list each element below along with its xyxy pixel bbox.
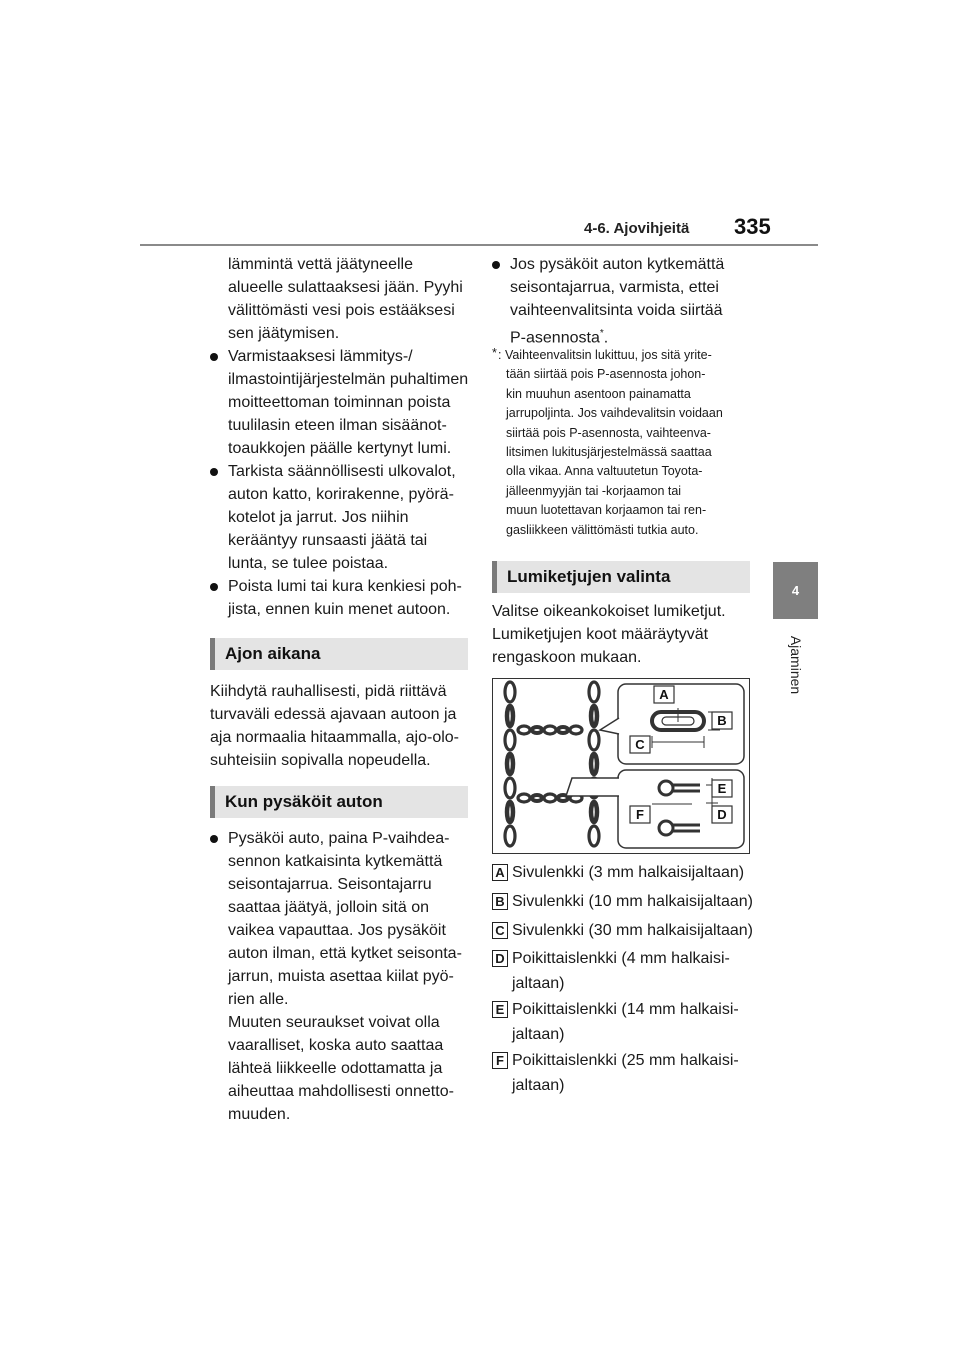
fig-label-f: F (636, 807, 644, 822)
snow-chain-illustration (492, 678, 750, 854)
text-line: Pysäköi auto, paina P-vaihdea- (228, 830, 450, 847)
text-line: Poikittaislenkki (14 mm halkaisi- (512, 1001, 739, 1018)
bullet-dot (210, 468, 218, 476)
text-line: auton ilman, että kytket seisonta- (228, 945, 462, 962)
text-line: Kiihdytä rauhallisesti, pidä riittävä (210, 683, 447, 700)
text-line: Jos pysäköit auton kytkemättä (510, 256, 725, 273)
text-line: tään siirtää pois P-asennosta johon- (506, 367, 706, 382)
text-line: lämmintä vettä jäätyneelle (228, 256, 413, 273)
legend-item (492, 946, 757, 996)
text-line: ilmastointijärjestelmän puhaltimen (228, 371, 469, 388)
fig-label-b: B (717, 713, 727, 728)
legend-text: Sivulenkki (3 mm halkaisijaltaan) (512, 864, 745, 881)
text-line: rengaskoon mukaan. (492, 649, 642, 666)
text-line: muun luotettavan korjaamon tai ren- (506, 503, 707, 518)
text-line: vaikea vapauttaa. Jos pysäköit (228, 922, 446, 939)
text-line: Lumiketjujen koot määräytyvät (492, 626, 709, 643)
text-line: Tarkista säännöllisesti ulkovalot, (228, 463, 456, 480)
chains-paragraph (492, 600, 757, 669)
text-line: kin muuhun asentoon painamatta (506, 386, 691, 401)
text-line: aja normaalia hitaammalla, ajo-olo- (210, 729, 460, 746)
text-line: siirtää pois P-asennosta, vaihteenva- (506, 425, 711, 440)
text-line: lähteä liikkeelle odottamatta ja (228, 1060, 443, 1077)
text-line: Valitse oikeankokoiset lumiketjut. (492, 603, 726, 620)
snow-chain-diagram (492, 678, 750, 854)
fig-label-e: E (717, 781, 727, 796)
text-line: aiheuttaa mahdollisesti onnetto- (228, 1083, 454, 1100)
section-heading-driving: Ajon aikana (210, 638, 468, 670)
text-line: saattaa jäätyä, jolloin sitä on (228, 899, 430, 916)
text-line: jarrun, muista asettaa kiilat pyö- (228, 968, 454, 985)
bullet-item (228, 827, 478, 1126)
intro-paragraph (228, 253, 478, 345)
text-line: vaaralliset, koska auto saattaa (228, 1037, 444, 1054)
text-line: seisontajarrua, varmista, ettei (510, 279, 719, 296)
driving-paragraph (210, 680, 475, 772)
footnote-marker: * (599, 328, 604, 339)
bullet-item (228, 460, 478, 575)
header-rule (140, 244, 818, 246)
fig-label-c: C (635, 737, 645, 752)
text-line: turvaväli edessä ajavaan autoon ja (210, 706, 457, 723)
fig-label-d: D (717, 807, 727, 822)
legend-item (492, 889, 757, 914)
legend-letter: A (492, 864, 508, 881)
text-fragment: . (603, 329, 609, 347)
legend-letter: E (492, 1001, 508, 1018)
bullet-item (510, 253, 760, 349)
legend-text: Sivulenkki (10 mm halkaisijaltaan) (512, 893, 753, 910)
section-heading-chains: Lumiketjujen valinta (492, 561, 750, 593)
legend-text (512, 946, 730, 996)
text-line: rien alle. (228, 991, 289, 1008)
text-line: auton katto, korirakenne, pyörä- (228, 486, 454, 503)
text-line: jälleenmyyjän tai -korjaamon tai (506, 483, 682, 498)
text-line: jaltaan) (512, 975, 565, 992)
text-line: sennon katkaisinta kytkemättä (228, 853, 443, 870)
text-line: kerääntyy runsaasti jäätä tai (228, 532, 428, 549)
text-line: kotelot ja jarrut. Jos niihin (228, 509, 409, 526)
legend-text (512, 997, 739, 1047)
legend-item (492, 997, 757, 1047)
text-line: Muuten seuraukset voivat olla (228, 1014, 440, 1031)
chapter-label-text: Ajaminen (787, 635, 804, 695)
text-fragment: P-asennosta (510, 329, 600, 347)
legend-item (492, 918, 757, 943)
text-line: tuulilasin eteen ilman sisäänot- (228, 417, 447, 434)
text-line: Poikittaislenkki (4 mm halkaisi- (512, 950, 730, 967)
legend-item (492, 1048, 757, 1098)
page-number: 335 (734, 214, 771, 239)
text-line: Poikittaislenkki (25 mm halkaisi- (512, 1052, 739, 1069)
text-line: suhteisiin sopivalla nopeudella. (210, 752, 431, 769)
text-line: jarrupoljinta. Jos vaihdevalitsin voidaan (506, 406, 723, 421)
legend-item (492, 860, 757, 885)
text-line: lunta, se tulee poistaa. (228, 555, 389, 572)
footnote-star: * (492, 346, 497, 360)
section-header: 4-6. Ajovihjeitä (584, 220, 690, 237)
bullet-item (228, 575, 478, 621)
text-line: seisontajarrua. Seisontajarru (228, 876, 432, 893)
text-line: litsimen lukitusjärjestelmässä saattaa (506, 445, 712, 460)
legend-text (512, 1048, 739, 1098)
bullet-dot (210, 835, 218, 843)
legend-letter: D (492, 950, 508, 967)
text-line: Varmistaaksesi lämmitys-/ (228, 348, 413, 365)
bullet-item (228, 345, 478, 460)
chapter-tab: 4 (773, 562, 818, 619)
chapter-label (773, 630, 818, 700)
text-line: jaltaan) (512, 1077, 565, 1094)
text-line: välittömästi vesi pois estääksesi (228, 302, 455, 319)
footnote (492, 346, 756, 540)
text-line: gasliikkeen välittömästi tutkia auto. (506, 522, 699, 537)
legend-letter: C (492, 922, 508, 939)
text-line: toaukkojen päälle kertynyt lumi. (228, 440, 452, 457)
text-line: jaltaan) (512, 1026, 565, 1043)
fig-label-a: A (659, 687, 669, 702)
legend-letter: F (492, 1052, 508, 1069)
text-line: vaihteenvalitsinta voida siirtää (510, 302, 723, 319)
text-line: : Vaihteenvalitsin lukittuu, jos sitä yrite- (498, 348, 712, 362)
legend-text: Sivulenkki (30 mm halkaisijaltaan) (512, 922, 753, 939)
text-line: sen jäätymisen. (228, 325, 340, 342)
text-line: Poista lumi tai kura kenkiesi poh- (228, 578, 462, 595)
bullet-dot (210, 353, 218, 361)
text-line: jista, ennen kuin menet autoon. (228, 601, 451, 618)
bullet-dot (492, 261, 500, 269)
text-line: olla vikaa. Anna valtuutetun Toyota- (506, 464, 703, 479)
section-heading-parking: Kun pysäköit auton (210, 786, 468, 818)
bullet-dot (210, 583, 218, 591)
text-line: alueelle sulattaaksesi jään. Pyyhi (228, 279, 463, 296)
text-line: muuden. (228, 1106, 291, 1123)
text-line: moitteettoman toiminnan poista (228, 394, 451, 411)
legend-letter: B (492, 893, 508, 910)
